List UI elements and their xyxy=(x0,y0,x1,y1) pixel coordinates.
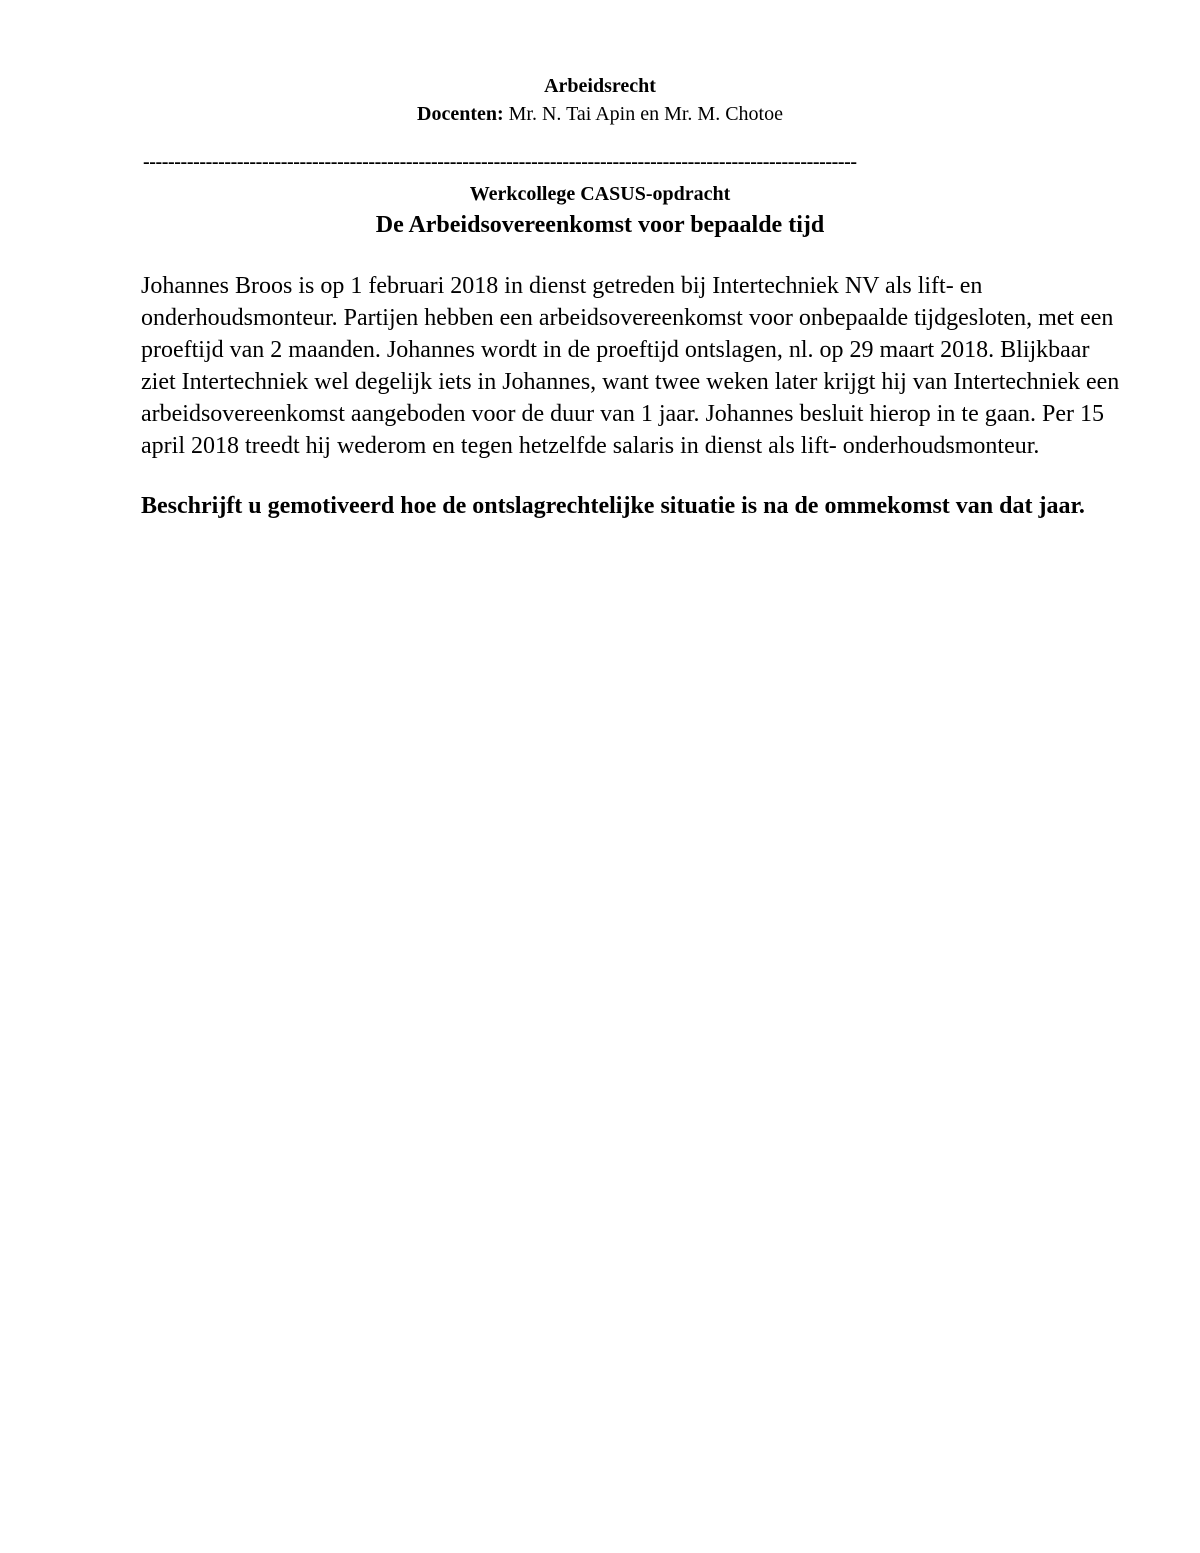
teachers-label: Docenten: xyxy=(417,103,504,125)
case-question: Beschrijft u gemotiveerd hoe de ontslagrechtelijke situatie is na de ommekomst van dat jaar. xyxy=(141,493,1085,519)
case-title: De Arbeidsovereenkomst voor bepaalde tijd xyxy=(375,212,825,238)
separator-line: ------------------------------------------------------------------------------------------------------------------ xyxy=(143,151,857,173)
teachers-names: Mr. N. Tai Apin en Mr. M. Chotoe xyxy=(503,103,783,125)
course-subject: Arbeidsrecht xyxy=(544,75,656,97)
case-text: Johannes Broos is op 1 februari 2018 in dienst getreden bij Intertechniek NV als lift- en onderhoudsmonteur. Partijen hebben een arbeidsovereenkomst voor onbepaalde tijdgesloten, met een proeftijd van 2 maanden. Johannes wordt in de proeftijd ontslagen, nl. op 29 maart 2018. Blijkbaar ziet Intertechniek wel degelijk iets in Johannes, want twee weken later krijgt hij van Intertechniek een arbeidsovereenkomst aangeboden voor de duur van 1 jaar. Johannes besluit hierop in te gaan. Per 15 april 2018 treedt hij wederom en tegen hetzelfde salaris in dienst als lift- onderhoudsmonteur. xyxy=(141,273,1120,459)
teachers-line xyxy=(0,100,1200,128)
case-type: Werkcollege CASUS-opdracht xyxy=(469,183,731,205)
